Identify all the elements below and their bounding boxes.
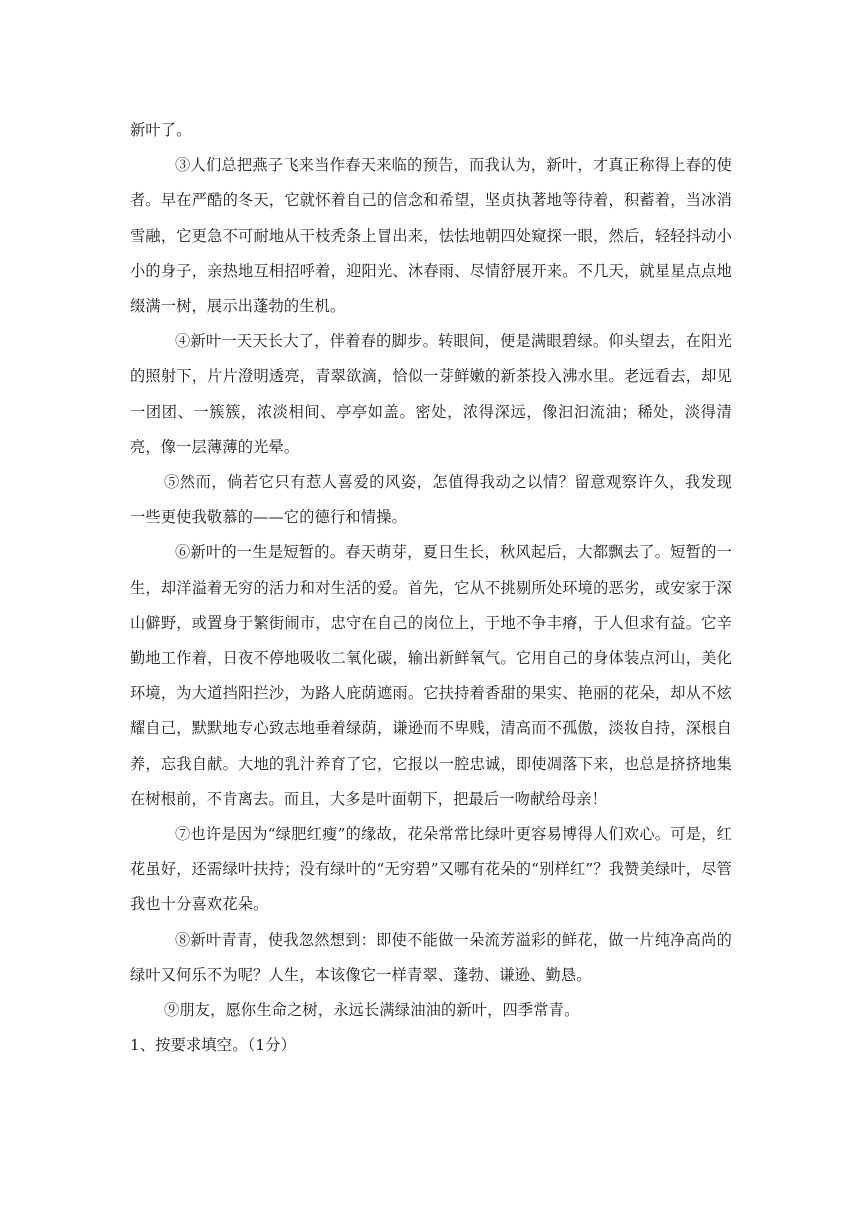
paragraph-3: ③人们总把燕子飞来当作春天来临的预告，而我认为，新叶，才真正称得上春的使者。早在严酷的冬天，它就怀着自己的信念和希望，坚贞执著地等待着，积蓄着，当冰消雪融，它更急不可耐地从干枝秃条上冒出来，怯怯地朝四处窥探一眼，然后，轻轻抖动小小的身子，亲热地互相招呼着，迎阳光、沐春雨、尽情舒展开来。不几天，就星星点点地缀满一树，展示出蓬勃的生机。 bbox=[130, 156, 732, 316]
paragraph-9: ⑨朋友，愿你生命之树，永远长满绿油油的新叶，四季常青。 bbox=[164, 1001, 580, 1020]
paragraph-5: ⑤然而，倘若它只有惹人喜爱的风姿，怎值得我动之以情？留意观察许久，我发现一些更使我敬慕的——它的德行和情操。 bbox=[130, 473, 732, 527]
paragraph-8: ⑧新叶青青，使我忽然想到：即使不能做一朵流芳溢彩的鲜花，做一片纯净高尚的绿叶又何乐不为呢？人生，本该像它一样青翠、蓬勃、谦逊、勤恳。 bbox=[130, 930, 732, 984]
article-body bbox=[130, 113, 732, 1063]
paragraph-4: ④新叶一天天长大了，伴着春的脚步。转眼间，便是满眼碧绿。仰头望去，在阳光的照射下，片片澄明透亮，青翠欲滴，恰似一芽鲜嫩的新茶投入沸水里。老远看去，却见一团团、一簇簇，浓淡相间、亭亭如盖。密处，浓得深远，像汩汩流油；稀处，淡得清亮，像一层薄薄的光晕。 bbox=[130, 332, 732, 456]
paragraph-6: ⑥新叶的一生是短暂的。春天萌芽，夏日生长，秋风起后，大都飘去了。短暂的一生，却洋溢着无穷的活力和对生活的爱。首先，它从不挑剔所处环境的恶劣，或安家于深山僻野，或置身于繁街闹市，忠守在自己的岗位上，于地不争丰瘠，于人但求有益。它辛勤地工作着，日夜不停地吸收二氧化碳，输出新鲜氧气。它用自己的身体装点河山，美化环境，为大道挡阳拦沙，为路人庇荫遮雨。它扶持着香甜的果实、艳丽的花朵，却从不炫耀自己，默默地专心致志地垂着绿荫，谦逊而不卑贱，清高而不孤傲，淡妆自持，深根自养，忘我自献。大地的乳汁养育了它，它报以一腔忠诚，即使凋落下来，也总是挤挤地集在树根前，不肯离去。而且，大多是叶面朝下，把最后一吻献给母亲！ bbox=[130, 543, 732, 808]
question-1: 1、按要求填空。（1分） bbox=[130, 1036, 297, 1055]
paragraph-continuation: 新叶了。 bbox=[130, 121, 192, 139]
paragraph-7: ⑦也许是因为“绿肥红瘦”的缘故，花朵常常比绿叶更容易博得人们欢心。可是，红花虽好，还需绿叶扶持；没有绿叶的“无穷碧”又哪有花朵的“别样红”？我赞美绿叶，尽管我也十分喜欢花朵。 bbox=[130, 825, 732, 914]
